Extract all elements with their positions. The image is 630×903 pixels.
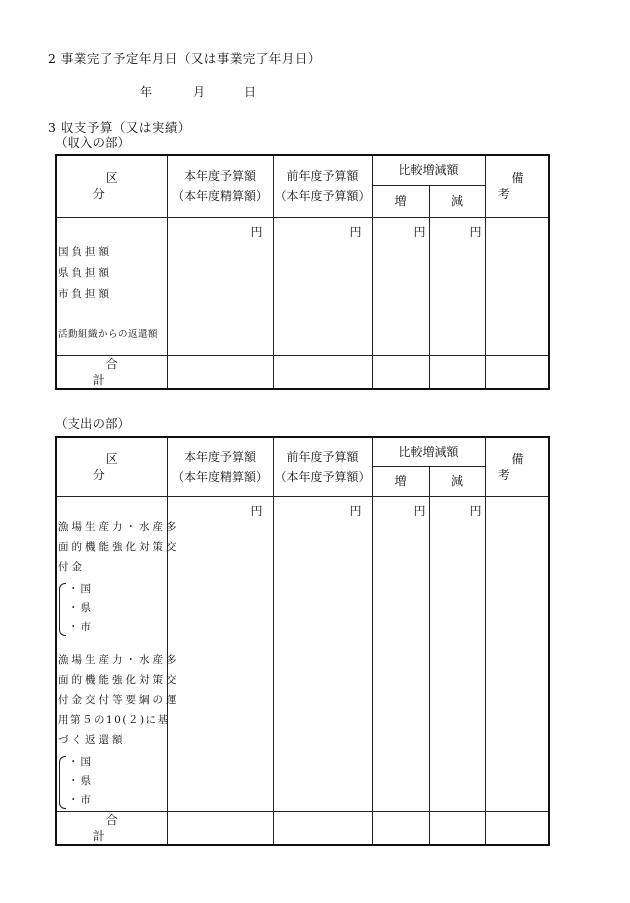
increase-header: 増 xyxy=(372,185,429,217)
previous-budget-header: 前年度予算額 （本年度予算額） xyxy=(273,437,372,496)
decrease-header: 減 xyxy=(429,466,485,496)
remarks-header: 備 考 xyxy=(497,171,588,202)
breakdown-item: ・県 xyxy=(68,774,93,787)
expense-item-line: 用第５の10(２)に基 xyxy=(58,713,170,726)
unit-label: 円 xyxy=(429,496,485,811)
expense-item-line: 面的機能強化対策交 xyxy=(58,673,180,686)
expense-total-label: 合 計 xyxy=(92,812,182,843)
unit-label: 円 xyxy=(372,217,429,355)
total-cell xyxy=(273,811,372,845)
unit-label: 円 xyxy=(429,217,485,355)
breakdown-item: ・国 xyxy=(68,582,93,595)
expense-item-line: 付金 xyxy=(58,560,85,573)
kubun-header: 区 分 xyxy=(92,451,182,482)
expense-item-line: 面的機能強化対策交 xyxy=(58,540,180,553)
brace-icon xyxy=(59,583,66,636)
date-day-label: 日 xyxy=(244,85,257,99)
breakdown-item: ・県 xyxy=(68,601,93,614)
expense-table xyxy=(55,436,588,846)
current-budget-header: 本年度予算額 （本年度精算額） xyxy=(167,155,273,217)
expense-caption: （支出の部） xyxy=(55,416,131,431)
income-item: 市負担額 xyxy=(58,287,112,300)
expense-item-line: づく返還額 xyxy=(58,733,126,746)
breakdown-item: ・国 xyxy=(68,755,93,768)
compare-header: 比較増減額 xyxy=(372,155,485,185)
unit-label: 円 xyxy=(167,496,273,811)
total-cell xyxy=(167,355,273,389)
total-cell xyxy=(372,355,429,389)
income-item: 国負担額 xyxy=(58,245,112,258)
total-cell xyxy=(485,355,549,389)
date-year-label: 年 xyxy=(140,85,153,99)
decrease-header: 減 xyxy=(429,185,485,217)
compare-header: 比較増減額 xyxy=(372,437,485,466)
expense-item-line: 漁場生産力・水産多 xyxy=(58,653,180,666)
expense-item-line: 付金交付等要綱の運 xyxy=(58,693,180,706)
breakdown-group xyxy=(58,581,167,638)
income-item: 活動組織からの返還額 xyxy=(58,328,159,340)
previous-budget-header: 前年度予算額 （本年度予算額） xyxy=(273,155,372,217)
income-item: 県負担額 xyxy=(58,266,112,279)
total-cell xyxy=(273,355,372,389)
increase-header: 増 xyxy=(372,466,429,496)
expense-item-line: 漁場生産力・水産多 xyxy=(58,520,180,533)
total-cell xyxy=(167,811,273,845)
total-cell xyxy=(429,811,485,845)
unit-label: 円 xyxy=(372,496,429,811)
remarks-header: 備 考 xyxy=(497,451,588,482)
remarks-cell xyxy=(485,217,549,355)
breakdown-group xyxy=(58,754,167,811)
section2-heading: 2 事業完了予定年月日（又は事業完了年月日） xyxy=(48,51,321,66)
unit-label: 円 xyxy=(273,217,372,355)
remarks-cell xyxy=(485,496,549,811)
total-cell xyxy=(485,811,549,845)
unit-label: 円 xyxy=(167,217,273,355)
date-month-label: 月 xyxy=(193,85,206,99)
income-items-cell xyxy=(56,217,167,355)
expense-items-cell xyxy=(56,496,180,811)
income-total-label: 合 計 xyxy=(92,356,182,387)
total-cell xyxy=(372,811,429,845)
kubun-header: 区 分 xyxy=(92,171,182,202)
income-table xyxy=(55,154,588,390)
income-caption: （収入の部） xyxy=(55,135,131,150)
breakdown-item: ・市 xyxy=(68,793,93,806)
unit-label: 円 xyxy=(273,496,372,811)
total-cell xyxy=(429,355,485,389)
brace-icon xyxy=(59,756,66,809)
current-budget-header: 本年度予算額 （本年度精算額） xyxy=(167,437,273,496)
section3-heading: 3 収支予算（又は実績） xyxy=(48,120,191,135)
breakdown-item: ・市 xyxy=(68,620,93,633)
